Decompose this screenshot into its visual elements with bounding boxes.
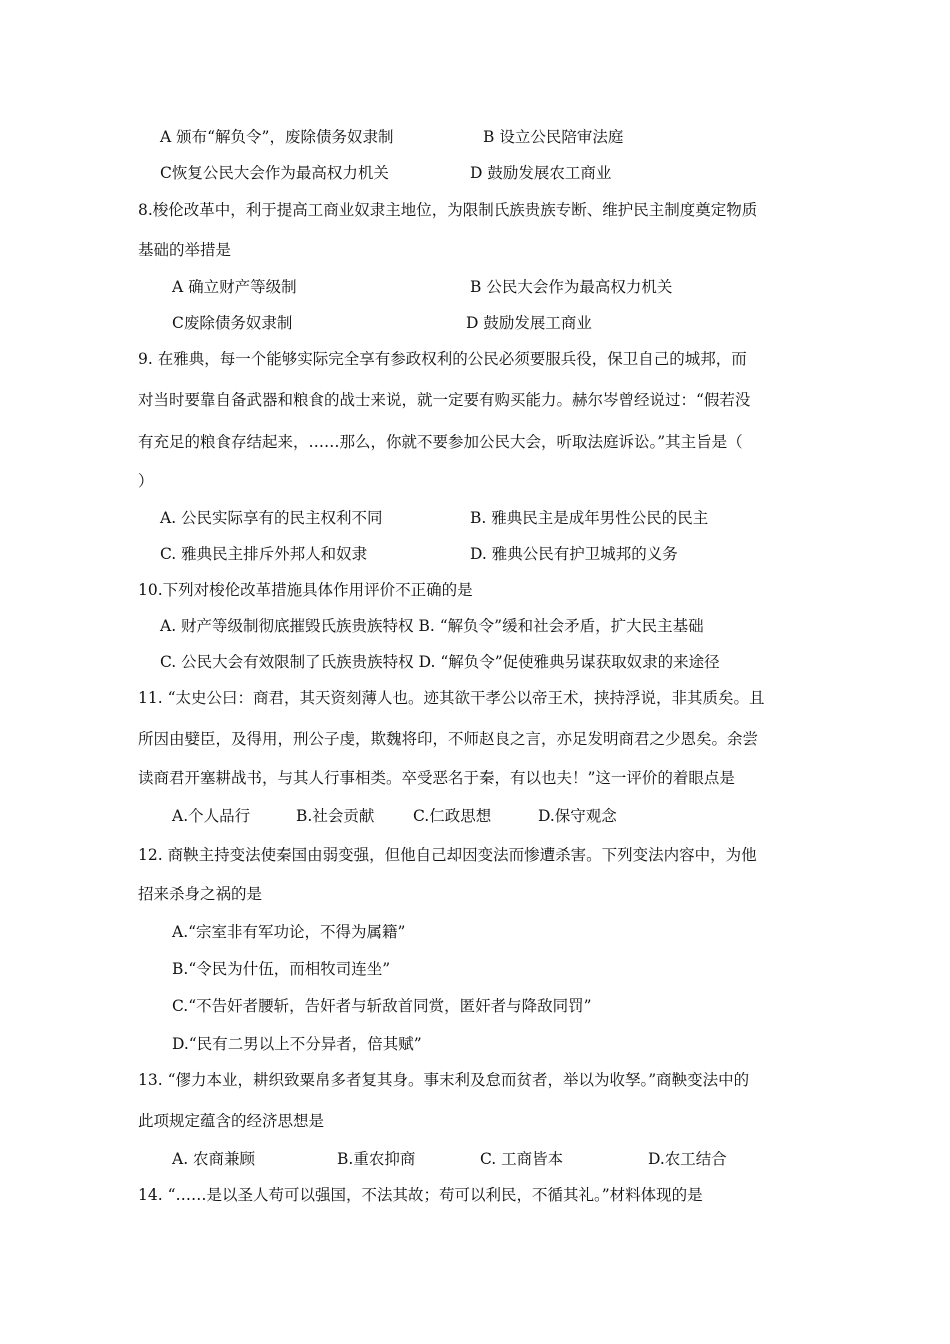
q9-stem-line-2: 对当时要靠自备武器和粮食的战士来说，就一定要有购买能力。赫尔岑曾经说过：“假若没 [138,391,751,409]
q10-options-cd: C. 公民大会有效限制了氏族贵族特权 D. “解负令”促使雅典另谋获取奴隶的来途径 [160,653,720,671]
q7-option-b: B 设立公民陪审法庭 [483,128,624,146]
q13-option-b: B.重农抑商 [337,1150,416,1168]
q9-stem-line-4: ） [138,472,154,490]
q8-stem-line-1: 8.梭伦改革中，利于提高工商业奴隶主地位，为限制氏族贵族专断、维护民主制度奠定物质 [138,201,758,219]
q7-option-c: C恢复公民大会作为最高权力机关 [160,164,389,182]
q13-stem-line-1: 13. “僇力本业，耕织致粟帛多者复其身。事末利及怠而贫者，举以为收孥。”商鞅变法中的 [138,1071,750,1089]
q9-option-c: C. 雅典民主排斥外邦人和奴隶 [160,545,368,563]
q12-stem-line-1: 12. 商鞅主持变法使秦国由弱变强，但他自己却因变法而惨遭杀害。下列变法内容中，为他 [138,846,757,864]
q10-options-ab: A. 财产等级制彻底摧毁氏族贵族特权 B. “解负令”缓和社会矛盾，扩大民主基础 [160,617,704,635]
q7-option-d: D 鼓励发展农工商业 [470,164,612,182]
q12-option-a: A.“宗室非有军功论，不得为属籍” [172,923,406,941]
q11-option-a: A.个人品行 [172,807,251,825]
q9-option-a: A. 公民实际享有的民主权利不同 [160,509,383,527]
q11-option-d: D.保守观念 [538,807,617,825]
q7-option-a: A 颁布“解负令”，废除债务奴隶制 [160,128,394,146]
q13-option-a: A. 农商兼顾 [172,1150,256,1168]
q11-option-b: B.社会贡献 [296,807,375,825]
q13-option-c: C. 工商皆本 [480,1150,564,1168]
q9-option-b: B. 雅典民主是成年男性公民的民主 [470,509,709,527]
q11-stem-line-3: 读商君开塞耕战书，与其人行事相类。卒受恶名于秦，有以也夫！”这一评价的着眼点是 [138,769,735,787]
q11-stem-line-1: 11. “太史公曰：商君，其天资刻薄人也。迹其欲干孝公以帝王术，挟持浮说，非其质矣。且 [138,689,765,707]
q13-stem-line-2: 此项规定蕴含的经济思想是 [138,1112,325,1130]
q9-stem-line-1: 9. 在雅典，每一个能够实际完全享有参政权利的公民必须要服兵役，保卫自己的城邦，而 [138,350,747,368]
q8-option-d: D 鼓励发展工商业 [466,314,592,332]
q11-option-c: C.仁政思想 [413,807,492,825]
q11-stem-line-2: 所因由嬖臣，及得用，刑公子虔，欺魏将印，不师赵良之言，亦足发明商君之少恩矣。余尝 [138,730,759,748]
q8-option-a: A 确立财产等级制 [172,278,297,296]
q14-stem-line-1: 14. “……是以圣人苟可以强国，不法其故；苟可以利民，不循其礼。”材料体现的是 [138,1186,703,1204]
q9-stem-line-3: 有充足的粮食存结起来，……那么，你就不要参加公民大会，听取法庭诉讼。”其主旨是（ [138,433,743,451]
q8-option-c: C废除债务奴隶制 [172,314,293,332]
q12-stem-line-2: 招来杀身之祸的是 [138,885,263,903]
q13-option-d: D.农工结合 [648,1150,727,1168]
q12-option-b: B.“令民为什伍，而相牧司连坐” [172,960,391,978]
q12-option-c: C.“不告奸者腰斩，告奸者与斩敌首同赏，匿奸者与降敌同罚” [172,997,592,1015]
q12-option-d: D.“民有二男以上不分异者，倍其赋” [172,1035,422,1053]
q9-option-d: D. 雅典公民有护卫城邦的义务 [470,545,678,563]
q10-stem-line-1: 10.下列对梭伦改革措施具体作用评价不正确的是 [138,581,473,599]
q8-option-b: B 公民大会作为最高权力机关 [470,278,673,296]
q8-stem-line-2: 基础的举措是 [138,241,232,259]
